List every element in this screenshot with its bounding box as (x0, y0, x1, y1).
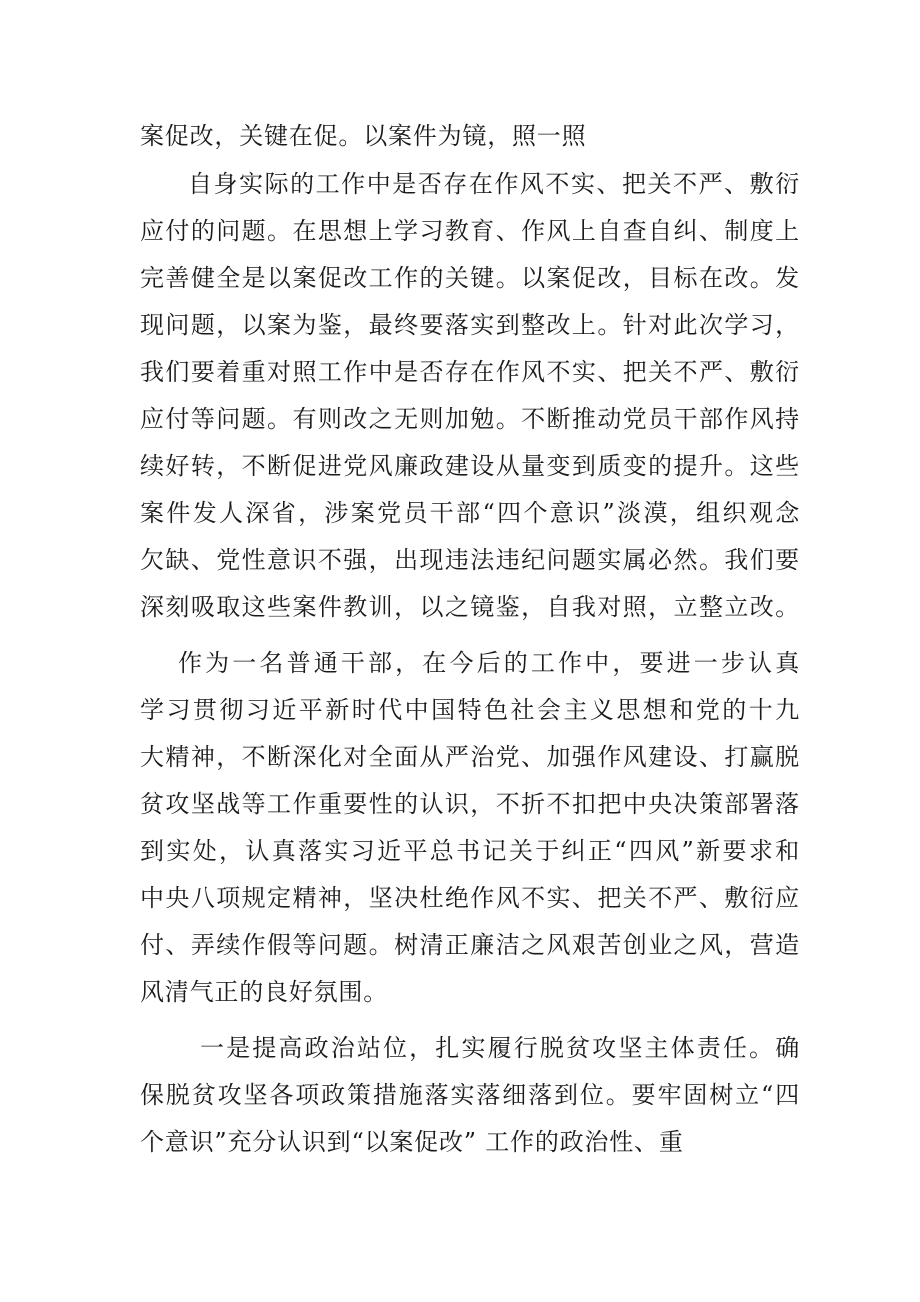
text-line: 到实处，认真落实习近平总书记关于纠正“四风”新要求和 (140, 837, 800, 865)
paragraph-first-line: 一是提高政治站位，扎实履行脱贫攻坚主体责任。确 (200, 1034, 800, 1062)
text-line: 应付的问题。在思想上学习教育、作风上自查自纠、制度上 (140, 217, 800, 245)
text-line: 付、弄续作假等问题。树清正廉洁之风艰苦创业之风，营造 (140, 931, 800, 959)
text-line: 大精神，不断深化对全面从严治党、加强作风建设、打赢脱 (140, 743, 800, 771)
text-line: 保脱贫攻坚各项政策措施落实落细落到位。要牢固树立“四 (140, 1081, 800, 1109)
text-line: 完善健全是以案促改工作的关键。以案促改，目标在改。发 (140, 264, 800, 292)
text-line: 贫攻坚战等工作重要性的认识，不折不扣把中央决策部署落 (140, 790, 800, 818)
text-line: 应付等问题。有则改之无则加勉。不断推动党员干部作风持 (140, 405, 800, 433)
text-line: 现问题，以案为鉴，最终要落实到整改上。针对此次学习， (140, 311, 800, 339)
paragraph-first-line: 自身实际的工作中是否存在作风不实、把关不严、敷衍 (188, 170, 800, 198)
text-line: 中央八项规定精神，坚决杜绝作风不实、把关不严、敷衍应 (140, 884, 800, 912)
text-line: 欠缺、党性意识不强，出现违法违纪问题实属必然。我们要 (140, 546, 800, 574)
text-line: 续好转，不断促进党风廉政建设从量变到质变的提升。这些 (140, 452, 800, 480)
text-line: 深刻吸取这些案件教训，以之镜鉴，自我对照，立整立改。 (140, 593, 800, 621)
text-line: 案件发人深省，涉案党员干部“四个意识”淡漠，组织观念 (140, 499, 800, 527)
text-line: 个意识”充分认识到“以案促改” 工作的政治性、重 (140, 1128, 684, 1156)
text-line: 学习贯彻习近平新时代中国特色社会主义思想和党的十九 (140, 696, 800, 724)
text-line: 风清气正的良好氛围。 (140, 978, 388, 1006)
text-line: 案促改，关键在促。以案件为镜，照一照 (140, 122, 587, 150)
paragraph-first-line: 作为一名普通干部，在今后的工作中，要进一步认真 (178, 649, 800, 677)
text-line: 我们要着重对照工作中是否存在作风不实、把关不严、敷衍 (140, 358, 800, 386)
